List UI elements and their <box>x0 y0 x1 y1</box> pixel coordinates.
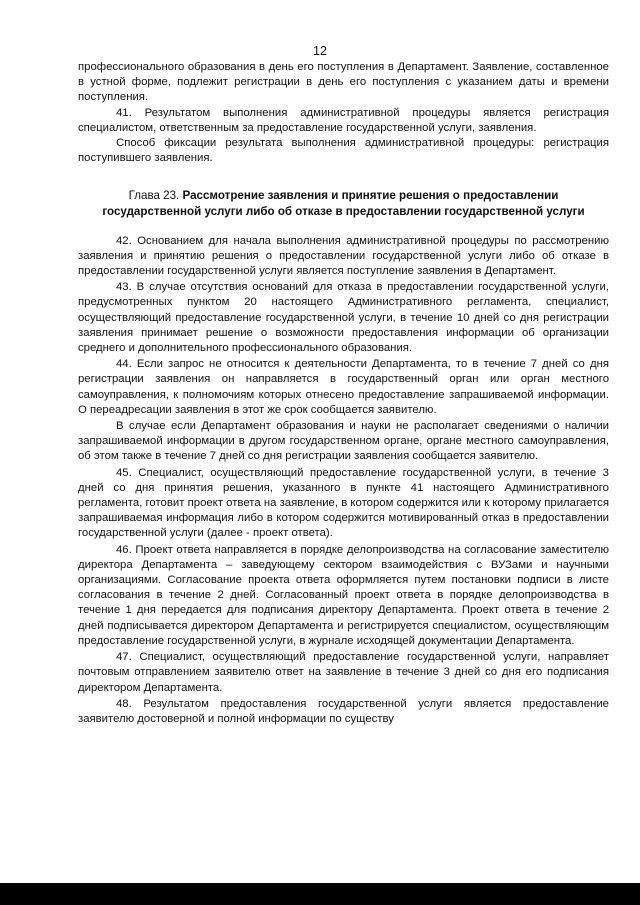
chapter-title: Рассмотрение заявления и принятие решения о предоставлении государственной услуги либо об отказе в предоставлении государственной услуги <box>102 189 585 219</box>
paragraph-47: 47. Специалист, осуществляющий предоставление государственной услуги, направляет почтовым отправлением заявителю ответ на заявление в течение 3 дней со дня его подписания директором Департамента. <box>78 651 609 694</box>
paragraph-48: 48. Результатом предоставления государственной услуги является предоставление заявителю достоверной и полной информации по существу <box>78 697 609 725</box>
paragraph-44-continued: В случае если Департамент образования и науки не располагает сведениями о наличии запрашиваемой информации в другом государственном органе, органе местного самоуправления, об этом также в течение 7 дней со дня регистрации заявления сообщается заявителю. <box>78 420 609 463</box>
paragraph-fixation-method: Способ фиксации результата выполнения административной процедуры: регистрация поступившего заявления. <box>78 137 609 165</box>
paragraph-42: 42. Основанием для начала выполнения административной процедуры по рассмотрению заявления и принятию решения о предоставлении государственной услуги либо об отказе в предоставлении государственной услуги является поступление заявления в Департамент. <box>78 234 609 278</box>
paragraph-continuation: профессионального образования в день его поступления в Департамент. Заявление, составленное в устной форме, подлежит регистрации в день его поступления с указанием даты и времени поступления. <box>78 61 609 104</box>
scan-bottom-edge <box>0 883 640 905</box>
chapter-prefix: Глава 23. <box>128 189 183 203</box>
chapter-heading <box>78 188 609 219</box>
paragraph-43: 43. В случае отсутствия оснований для отказа в предоставлении государственной услуги, предусмотренных пунктом 20 настоящего Административного регламента, специалист, осуществляющий предоставление государственной услуги, в течение 10 дней со дня регистрации заявления принимает решение о возможности предоставления информации об организации среднего и дополнительного профессионального образования. <box>78 281 609 355</box>
page-number: 12 <box>313 44 327 58</box>
paragraph-45: 45. Специалист, осуществляющий предоставление государственной услуги, в течение 3 дней со дня принятия решения, указанного в пункте 41 настоящего Административного регламента, готовит проект ответа на заявление, в котором содержится или к которому прилагается запрашиваемая информация либо в котором содержится мотивированный отказ в предоставлении государственной услуги (далее - проект ответа). <box>78 466 609 540</box>
paragraph-41: 41. Результатом выполнения административной процедуры является регистрация специалистом, ответственным за предоставление государственной услуги, заявления. <box>78 106 609 134</box>
paragraph-46: 46. Проект ответа направляется в порядке делопроизводства на согласование заместителю директора Департамента – заведующему сектором взаимодействия с ВУЗами и научными организациями. Согласование проекта ответа оформляется путем постановки подписи в листе согласования в течение 2 дней. Согласованный проект ответа в порядке делопроизводства в течение 1 дня передается для подписания директору Департамента. Проект ответа в течение 2 дней подписывается директором Департамента и регистрируется специалистом, осуществляющим предоставление государственной услуги, в журнале исходящей документации Департамента. <box>78 543 609 647</box>
paragraph-44: 44. Если запрос не относится к деятельности Департамента, то в течение 7 дней со дня регистрации заявления он направляется в государственный орган или орган местного самоуправления, к полномочиям которых отнесено предоставление запрашиваемой информации. О переадресации заявления в этот же срок сообщается заявителю. <box>78 358 609 416</box>
document-body <box>78 60 609 727</box>
